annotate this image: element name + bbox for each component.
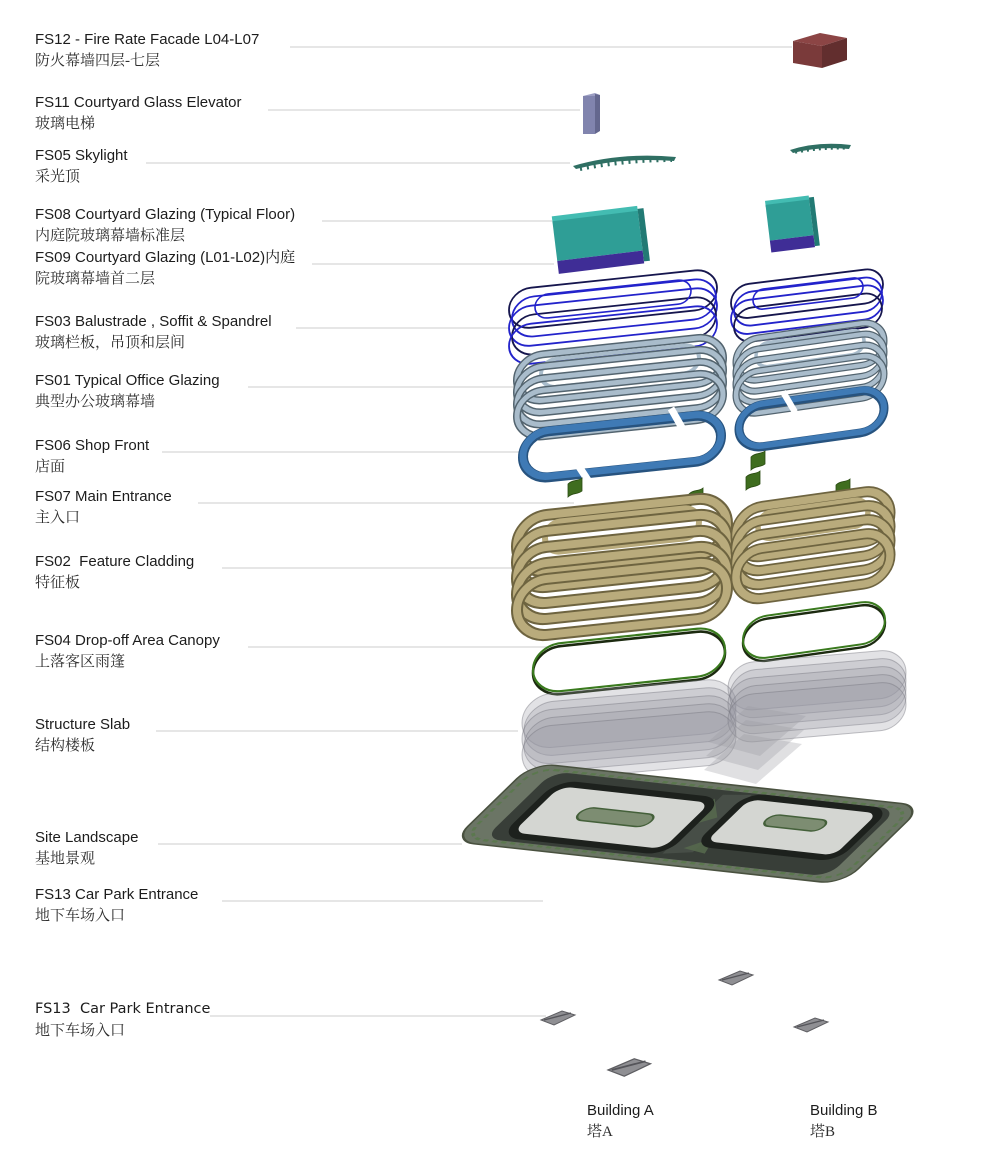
label-structure-slab-en: Structure Slab [35,716,131,733]
label-fs07-zh: 主入口 [35,510,81,526]
caption-building-a-en: Building A [587,1102,654,1119]
feature-cladding-model-right [736,488,890,602]
entrance-panel [751,451,765,470]
label-fs11-en: FS11 Courtyard Glass Elevator [35,94,242,111]
caption-building-a [587,1100,654,1143]
car-park-ramp [541,1011,575,1025]
caption-building-b-en: Building B [810,1102,878,1119]
label-site-landscape [35,827,138,870]
elevator-side-face [595,94,600,134]
label-fs01 [35,370,220,413]
label-fs02-zh: 特征板 [35,575,81,591]
label-fs05-en: FS05 Skylight [35,147,128,164]
caption-building-a-zh: 塔A [587,1124,613,1140]
entrance-panel [568,478,582,497]
label-fs02 [35,551,194,594]
car-park-ramps [541,971,828,1076]
feature-cladding-model-left [517,496,727,638]
label-fs13-upper-en: FS13 Car Park Entrance [35,886,199,903]
site-landscape-model [452,763,923,884]
label-fs06 [35,435,149,478]
label-site-landscape-en: Site Landscape [35,829,139,846]
label-fs05-zh: 采光顶 [35,169,81,185]
courtyard-elevator-model [583,93,600,134]
label-fs09 [35,247,295,290]
label-fs12-en: FS12 - Fire Rate Facade L04-L07 [35,31,260,48]
label-fs08-en: FS08 Courtyard Glazing (Typical Floor) [35,206,296,223]
label-fs07-en: FS07 Main Entrance [35,488,172,505]
label-fs13-lower-zh: 地下车场入口 [35,1023,126,1039]
label-fs06-en: FS06 Shop Front [35,437,150,454]
caption-building-b-zh: 塔B [810,1124,836,1140]
label-fs01-zh: 典型办公玻璃幕墙 [35,394,156,410]
label-fs04-en: FS04 Drop-off Area Canopy [35,632,220,649]
car-park-ramp [719,971,753,985]
label-fs08 [35,204,295,247]
fire-facade-model [793,33,847,68]
glazing-upper-face [765,199,813,240]
label-fs13-upper [35,884,198,927]
entrance-panel [746,471,760,490]
label-structure-slab [35,714,130,757]
courtyard-glazing-model-right [765,195,820,253]
label-fs06-zh: 店面 [35,459,66,475]
label-fs13-upper-zh: 地下车场入口 [35,908,126,924]
skylight-model-right [790,144,851,153]
car-park-ramp [794,1018,828,1032]
label-fs12-zh: 防火幕墙四层-七层 [35,53,160,69]
label-fs04 [35,630,220,673]
elevator-front-face [583,96,595,134]
label-fs09-zh: 院玻璃幕墙首二层 [35,271,156,287]
label-fs01-en: FS01 Typical Office Glazing [35,372,220,389]
label-fs12 [35,29,259,72]
label-site-landscape-zh: 基地景观 [35,851,96,867]
label-fs09-en: FS09 Courtyard Glazing (L01-L02)内庭 [35,249,296,266]
label-fs03 [35,311,272,354]
label-fs03-zh: 玻璃栏板，吊顶和层间 [35,335,186,351]
label-fs08-zh: 内庭院玻璃幕墙标准层 [35,228,186,244]
courtyard-glazing-model-left [552,205,650,274]
label-fs02-en: FS02 Feature Cladding [35,553,195,570]
car-park-ramp [608,1059,651,1077]
caption-building-b [810,1100,878,1143]
label-fs11 [35,92,241,135]
skylight-model-left [573,156,676,169]
label-fs13-lower [35,999,210,1042]
label-fs05 [35,145,128,188]
label-fs11-zh: 玻璃电梯 [35,116,96,132]
label-fs07 [35,486,172,529]
label-fs13-lower-en: FS13 Car Park Entrance [35,1001,211,1017]
label-fs03-en: FS03 Balustrade , Soffit & Spandrel [35,313,272,330]
label-structure-slab-zh: 结构楼板 [35,738,96,754]
label-fs04-zh: 上落客区雨篷 [35,654,126,670]
